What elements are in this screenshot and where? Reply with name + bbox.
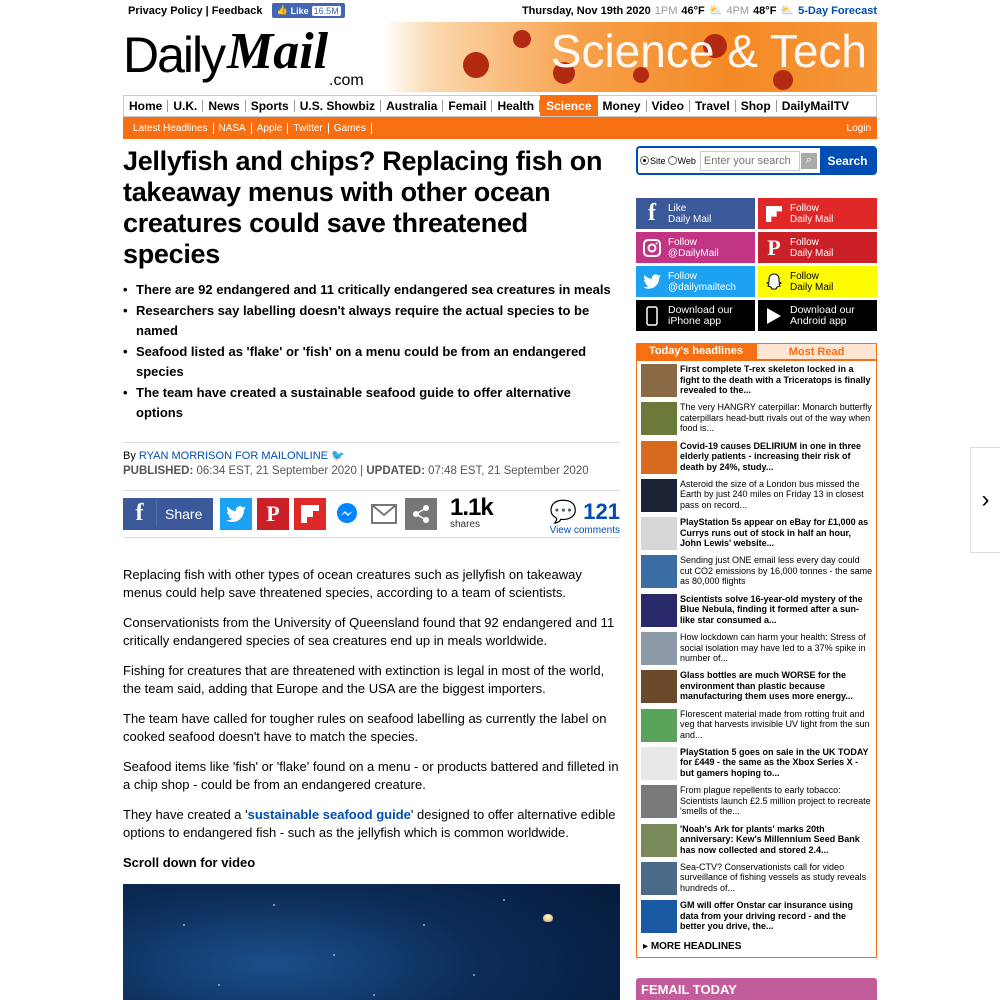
particle	[333, 954, 335, 956]
nav-item-uk[interactable]: U.K.	[168, 100, 203, 112]
author-link[interactable]: RYAN MORRISON FOR MAILONLINE	[138, 449, 328, 462]
pinterest-icon: P	[266, 500, 280, 526]
summary-bullet: • There are 92 endangered and 11 critically endangered sea creatures in meals	[123, 280, 620, 301]
android-tile-line2: Android app	[790, 314, 847, 327]
snapchat-follow-tile[interactable]	[758, 266, 877, 297]
headline-item[interactable]	[641, 361, 873, 399]
by-label: By	[123, 449, 136, 462]
partly-sunny-icon: ⛅	[780, 5, 795, 17]
molecule-decoration	[513, 30, 531, 48]
twitter-tile-line1: Follow	[668, 270, 697, 282]
headline-thumbnail	[641, 517, 677, 550]
article-paragraph	[123, 806, 620, 842]
next-article-arrow[interactable]	[970, 447, 1000, 553]
thumbs-up-icon: 👍	[276, 5, 288, 15]
headline-thumbnail	[641, 364, 677, 397]
share-count-label: shares	[450, 519, 481, 530]
weather-now-time: 1PM	[654, 4, 678, 17]
twitter-follow-tile[interactable]	[636, 266, 755, 297]
headlines-tabs	[636, 343, 877, 359]
logo-mail: Mail	[227, 23, 329, 80]
nav-item-home[interactable]: Home	[124, 100, 168, 112]
instagram-tile-line2: @DailyMail	[668, 247, 719, 259]
view-comments-label: View comments	[549, 524, 620, 536]
updated-date: 07:48 EST, 21 September 2020	[428, 464, 589, 477]
headline-item[interactable]	[641, 514, 873, 552]
radio-unselected-icon	[668, 156, 677, 165]
feedback-link[interactable]: Feedback	[211, 4, 263, 17]
headline-thumbnail	[641, 479, 677, 512]
headline-item[interactable]	[641, 552, 873, 590]
search-input[interactable]	[700, 151, 800, 171]
nav-item-dailymailtv[interactable]: DailyMailTV	[781, 99, 850, 113]
particle	[503, 899, 505, 901]
page	[123, 0, 877, 998]
headline-thumbnail	[641, 670, 677, 703]
article-dates	[123, 465, 620, 477]
tab-todays-headlines[interactable]: Today's headlines	[636, 343, 756, 359]
headline-item[interactable]	[641, 591, 873, 629]
pinterest-icon: P	[767, 235, 781, 260]
headline-thumbnail	[641, 785, 677, 818]
headline-thumbnail	[641, 632, 677, 665]
article-paragraph: Replacing fish with other types of ocean creatures such as jellyfish on takeaway menus could help save threatened species, according to a team of scientists.	[123, 566, 582, 600]
messenger-share-button[interactable]	[331, 498, 363, 530]
logo-com: .com	[329, 72, 364, 89]
iphone-tile-line1: Download our	[668, 303, 733, 316]
headline-thumbnail	[641, 824, 677, 857]
article-summary	[123, 280, 620, 424]
facebook-like-tile[interactable]	[636, 198, 755, 229]
login-link[interactable]: Login	[846, 122, 871, 134]
iphone-tile-line2: iPhone app	[668, 314, 722, 327]
video-player[interactable]	[123, 884, 620, 1000]
iphone-app-tile[interactable]	[636, 300, 755, 331]
pinterest-follow-tile[interactable]	[758, 232, 877, 263]
facebook-share-button[interactable]	[123, 498, 213, 530]
headline-text: Asteroid the size of a London bus missed the Earth by just 240 miles on Friday 13 in closest pass on record...	[680, 478, 864, 510]
weather-later-time: 4PM	[726, 4, 750, 17]
particle	[218, 984, 220, 986]
headline-text: Florescent material made from rotting fruit and veg that harvests invisible UV light from the sun and...	[680, 708, 870, 740]
headline-text: 'Noah's Ark for plants' marks 20th anniversary: Kew's Millennium Seed Bank has now collected and stored 2.4...	[680, 823, 860, 855]
like-count: 16.5M	[313, 5, 339, 16]
share-count-number: 1.1k	[450, 494, 493, 521]
headline-item[interactable]	[641, 706, 873, 744]
headline-text: Scientists solve 16-year-old mystery of the Blue Nebula, finding it formed after a sun-like star consumed a...	[680, 593, 863, 625]
twitter-bird-icon[interactable]: 🐦	[331, 449, 345, 462]
flipboard-icon	[758, 198, 790, 229]
date-text: Thursday, Nov 19th 2020	[521, 4, 651, 17]
privacy-policy-link[interactable]: Privacy Policy	[128, 4, 203, 17]
nav-item-shop[interactable]: Shop	[736, 100, 777, 112]
headline-item[interactable]	[641, 744, 873, 782]
envelope-icon	[371, 504, 397, 524]
snapchat-tile-line1: Follow	[790, 270, 819, 282]
instagram-tile-line1: Follow	[668, 236, 697, 248]
headline-text: First complete T-rex skeleton locked in a fight to the death with a Triceratops is finally revealed to the...	[680, 364, 871, 395]
like-label: Like	[290, 5, 309, 16]
snapchat-tile-line2: Daily Mail	[790, 281, 834, 293]
facebook-icon: f	[648, 200, 656, 226]
particle	[273, 904, 275, 906]
headline-text: The very HANGRY caterpillar: Monarch butterfly caterpillars head-butt rivals out of the way when food is...	[680, 402, 872, 434]
headline-item[interactable]	[641, 859, 873, 897]
nav-item-money[interactable]: Money	[598, 100, 647, 112]
twitter-icon	[226, 506, 246, 522]
android-tile-line1: Download our	[790, 303, 855, 316]
article-paragraph: Seafood items like 'fish' or 'flake' found on a menu - or products battered and filleted in a chip shop - could be from an endangered creature.	[123, 758, 619, 792]
headline-text: How lockdown can harm your health: Stress of social isolation may have led to a 37% spike in number of...	[680, 632, 866, 664]
headline-thumbnail	[641, 555, 677, 588]
search-icon[interactable]: ⌕	[801, 153, 817, 169]
paragraph-text: They have created a '	[123, 806, 248, 822]
comments-count: 121	[583, 498, 620, 524]
search-button[interactable]: Search	[820, 148, 875, 173]
daily-mail-logo[interactable]	[123, 22, 383, 92]
facebook-tile-line1: Like	[668, 202, 687, 214]
section-banner[interactable]	[383, 22, 877, 92]
particle	[183, 924, 185, 926]
android-app-tile[interactable]	[758, 300, 877, 331]
comments-link[interactable]	[550, 499, 620, 536]
flipboard-follow-tile[interactable]	[758, 198, 877, 229]
search-box	[636, 146, 877, 175]
summary-bullet: • The team have created a sustainable seafood guide to offer alternative options	[123, 383, 620, 424]
sidebar	[636, 146, 877, 1000]
headline-item[interactable]	[641, 897, 873, 935]
article-paragraph: The team have called for tougher rules on seafood labelling as currently the label on cooked seafood doesn't have to match the species.	[123, 710, 607, 744]
headline-text: PlayStation 5s appear on eBay for £1,000 as Currys runs out of stock in half an hour, John Lewis' website...	[680, 517, 869, 549]
more-headlines-link[interactable]: ▸ MORE HEADLINES	[643, 941, 742, 953]
article-body	[123, 566, 620, 872]
iphone-icon	[636, 300, 668, 331]
share-nodes-icon	[411, 504, 431, 524]
published-date: 06:34 EST, 21 September 2020	[196, 464, 357, 477]
nav-item-femail[interactable]: Femail	[443, 100, 492, 112]
summary-bullet: • Seafood listed as 'flake' or 'fish' on a menu could be from an endangered species	[123, 342, 620, 383]
headline-text: From plague repellents to early tobacco: Scientists launch £2.5 million project to recreate 'smells of the...	[680, 785, 871, 817]
summary-bullet: • Researchers say labelling doesn't always require the actual species to be named	[123, 301, 620, 342]
femail-today-header[interactable]: FEMAIL TODAY	[636, 978, 877, 1000]
section-title: Science & Tech	[550, 25, 867, 77]
headline-item[interactable]	[641, 821, 873, 859]
updated-label: UPDATED:	[366, 464, 425, 477]
facebook-icon: f	[123, 500, 157, 527]
facebook-like-button[interactable]	[272, 3, 344, 18]
partly-sunny-icon: ⛅	[708, 5, 723, 17]
nav-item-science[interactable]: Science	[540, 95, 597, 116]
headline-item[interactable]	[641, 667, 873, 705]
google-play-icon	[758, 300, 790, 331]
nav-item-health[interactable]: Health	[492, 100, 540, 112]
headline-thumbnail	[641, 402, 677, 435]
radio-selected-icon	[640, 156, 649, 165]
share-bar	[123, 490, 620, 538]
masthead	[123, 22, 877, 92]
headline-text: Sea-CTV? Conservationists call for video surveillance of fishing vessels as study reveals hundreds of...	[680, 861, 867, 893]
headline-text: Covid-19 causes DELIRIUM in one in three elderly patients - increasing their risk of death by 24%, study...	[680, 440, 862, 472]
headlines-list	[636, 359, 877, 958]
share-count	[450, 494, 493, 530]
headline-thumbnail	[641, 709, 677, 742]
scroll-down-note: Scroll down for video	[123, 854, 256, 870]
flipboard-tile-line2: Daily Mail	[790, 213, 834, 225]
paragraph-text: ' designed to offer alternative edible options to endangered fish - such as the jellyfish which is common worldwide.	[123, 806, 616, 840]
chevron-right-icon: ›	[981, 486, 990, 513]
headline-text: GM will offer Onstar car insurance using data from your driving record - and the better you drive, the...	[680, 900, 854, 932]
flipboard-icon	[301, 505, 319, 523]
facebook-tile-line2: Daily Mail	[668, 213, 712, 225]
particle	[423, 924, 425, 926]
nav-item-sports[interactable]: Sports	[246, 100, 295, 112]
separator: |	[360, 464, 364, 477]
email-share-button[interactable]	[368, 498, 400, 530]
nav-item-video[interactable]: Video	[647, 100, 690, 112]
sub-nav	[123, 117, 877, 139]
search-web-label: Web	[677, 155, 696, 166]
twitter-share-button[interactable]	[220, 498, 252, 530]
headline-thumbnail	[641, 441, 677, 474]
byline	[123, 442, 620, 462]
particle	[373, 994, 375, 996]
instagram-icon	[636, 232, 668, 263]
main-nav	[123, 95, 877, 117]
molecule-decoration	[463, 52, 489, 78]
tab-most-read[interactable]: Most Read	[756, 343, 877, 359]
five-day-forecast-link[interactable]: 5-Day Forecast	[798, 4, 877, 17]
article-paragraph: Conservationists from the University of Queensland found that 92 endangered and 11 critically endangered species of sea creatures end up in meals worldwide.	[123, 614, 615, 648]
headline-item[interactable]	[641, 438, 873, 476]
headline-item[interactable]	[641, 399, 873, 437]
speech-bubble-icon: 💬	[549, 498, 578, 524]
share-label: Share	[165, 505, 203, 522]
headline-item[interactable]	[641, 629, 873, 667]
headline-text: PlayStation 5 goes on sale in the UK TODAY for £449 - the same as the Xbox Series X - but gamers hoping to...	[680, 746, 869, 778]
headline-text: Sending just ONE email less every day could cut CO2 emissions by 16,000 tonnes - the same as 80,000 flights	[680, 555, 873, 587]
headline-item[interactable]	[641, 476, 873, 514]
search-site-label: Site	[650, 155, 666, 166]
search-site-radio[interactable]	[638, 156, 666, 166]
flipboard-tile-line1: Follow	[790, 202, 819, 214]
weather-now-temp: 46°F	[681, 4, 705, 17]
subnav-item-latest-headlines[interactable]: Latest Headlines	[128, 123, 214, 134]
headline-thumbnail	[641, 747, 677, 780]
more-share-button[interactable]	[405, 498, 437, 530]
messenger-icon	[335, 502, 359, 526]
article-title: Jellyfish and chips? Replacing fish on takeaway menus with other ocean creatures could save threatened species	[123, 146, 603, 269]
subnav-item-twitter[interactable]: Twitter	[288, 123, 328, 134]
sustainable-seafood-guide-link[interactable]: sustainable seafood guide	[247, 806, 411, 822]
headline-text: Glass bottles are much WORSE for the environment than plastic because manufacturing them uses more energy...	[680, 670, 853, 702]
snapchat-ghost-icon	[758, 266, 790, 297]
article	[123, 146, 620, 1000]
subnav-item-games[interactable]: Games	[329, 123, 372, 134]
published-label: PUBLISHED:	[123, 464, 194, 477]
search-web-radio[interactable]	[666, 156, 696, 166]
headline-item[interactable]	[641, 782, 873, 820]
jellyfish-image	[543, 914, 553, 922]
pinterest-tile-line1: Follow	[790, 236, 819, 248]
twitter-icon	[636, 266, 668, 297]
top-bar	[123, 0, 877, 21]
nav-item-australia[interactable]: Australia	[381, 100, 443, 112]
flipboard-share-button[interactable]	[294, 498, 326, 530]
social-follow-grid	[636, 198, 877, 331]
headline-thumbnail	[641, 900, 677, 933]
instagram-follow-tile[interactable]	[636, 232, 755, 263]
twitter-tile-line2: @dailymailtech	[668, 281, 736, 293]
logo-daily: Daily	[123, 27, 225, 83]
weather-later-temp: 48°F	[753, 4, 777, 17]
nav-item-news[interactable]: News	[203, 100, 245, 112]
nav-item-travel[interactable]: Travel	[690, 100, 736, 112]
nav-item-us-showbiz[interactable]: U.S. Showbiz	[295, 100, 381, 112]
weather-bar	[522, 4, 877, 17]
article-paragraph: Fishing for creatures that are threatened with extinction is legal in most of the world, the team said, adding that Europe and the USA are the biggest importers.	[123, 662, 605, 696]
pinterest-tile-line2: Daily Mail	[790, 247, 834, 259]
subnav-item-apple[interactable]: Apple	[252, 123, 289, 134]
subnav-item-nasa[interactable]: NASA	[214, 123, 252, 134]
pinterest-share-button[interactable]	[257, 498, 289, 530]
more-headlines-label: MORE HEADLINES	[650, 941, 742, 953]
separator: |	[205, 4, 209, 17]
headline-thumbnail	[641, 862, 677, 895]
particle	[473, 974, 475, 976]
headline-thumbnail	[641, 594, 677, 627]
